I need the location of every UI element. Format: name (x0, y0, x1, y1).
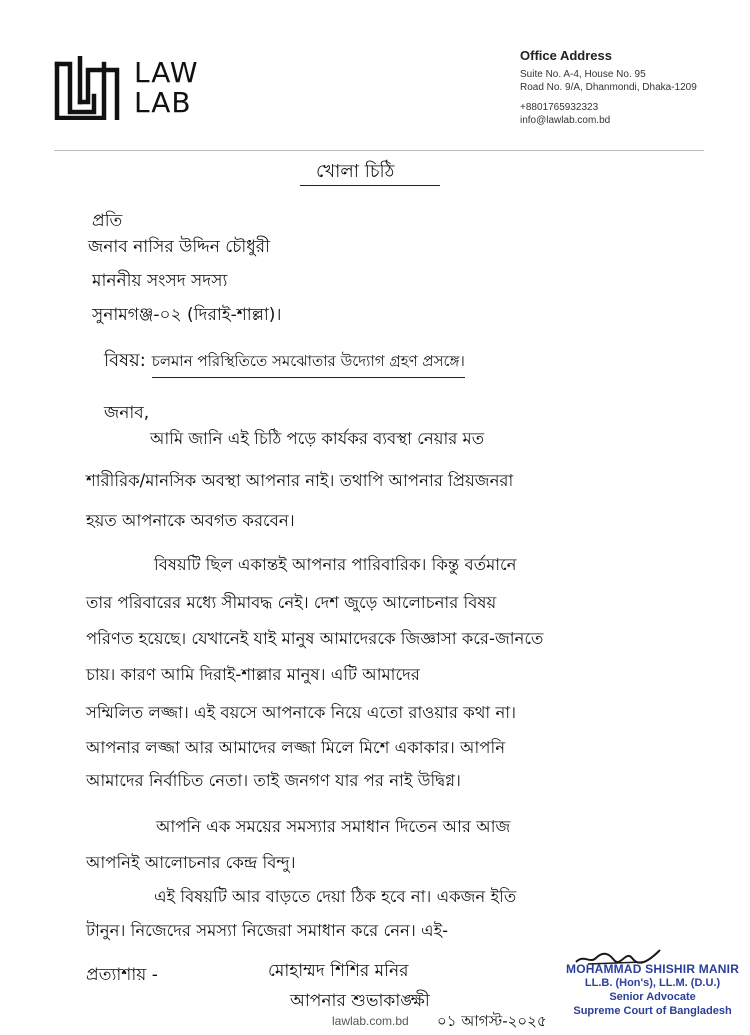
office-email[interactable]: info@lawlab.com.bd (520, 114, 611, 126)
p2-line-5: সম্মিলিত লজ্জা। এই বয়সে আপনাকে নিয়ে এতো রাওয়ার কথা না। (86, 703, 516, 722)
p2-line-4: চায়। কারণ আমি দিরাই-শাল্লার মানুষ। এটি আমাদের (86, 665, 420, 684)
header-divider (54, 150, 704, 151)
office-address-line-2: Road No. 9/A, Dhanmondi, Dhaka-1209 (520, 81, 697, 93)
advocate-stamp (566, 962, 739, 1018)
lawlab-logo-mark-icon (54, 56, 120, 120)
stamp-title: Senior Advocate (609, 991, 696, 1003)
letter-date: ০১ আগস্ট-২০২৫ (437, 1012, 547, 1030)
stamp-degrees: LL.B. (Hon's), LL.M. (D.U.) (584, 977, 721, 989)
subject-row (104, 346, 465, 378)
p1-line-3: হয়ত আপনাকে অবগত করবেন। (86, 511, 295, 530)
p2-line-1: বিষয়টি ছিল একান্তই আপনার পারিবারিক। কিন্তু বর্তমানে (154, 555, 517, 574)
recipient-line-2: মাননীয় সংসদ সদস্য (92, 271, 228, 291)
salutation: জনাব, (104, 403, 150, 423)
stamp-court: Supreme Court of Bangladesh (573, 1005, 732, 1017)
p2-line-7: আমাদের নির্বাচিত নেতা। তাই জনগণ যার পর নাই উদ্বিগ্ন। (86, 771, 461, 790)
logo-line-2: LAB (134, 86, 192, 119)
logo-line-1: LAW (134, 56, 199, 89)
office-address-block (520, 48, 697, 127)
p1-line-1: আমি জানি এই চিঠি পড়ে কার্যকর ব্যবস্থা নেয়ার মত (150, 429, 485, 448)
sender-name: মোহাম্মদ শিশির মনির (268, 961, 409, 981)
subject-label: বিষয়: (104, 350, 146, 371)
recipient-line-3: সুনামগঞ্জ-০২ (দিরাই-শাল্লা)। (92, 305, 282, 325)
p2-line-3: পরিণত হয়েছে। যেখানেই যাই মানুষ আমাদেরকে জিজ্ঞাসা করে-জানতে (86, 629, 544, 648)
logo-wordmark (134, 58, 199, 118)
sender-role: আপনার শুভাকাঙ্ক্ষী (290, 991, 430, 1011)
office-address-title: Office Address (520, 48, 612, 63)
p4-line-2: টানুন। নিজেদের সমস্যা নিজেরা সমাধান করে নেন। এই- (86, 921, 449, 940)
p1-line-2: শারীরিক/মানসিক অবস্থা আপনার নাই। তথাপি আপনার প্রিয়জনরা (86, 471, 514, 490)
closing-label: প্রত্যাশায় - (86, 965, 158, 985)
letter-heading: খোলা চিঠি (316, 161, 395, 182)
to-label: প্রতি (92, 211, 123, 231)
recipient-line-1: জনাব নাসির উদ্দিন চৌধুরী (88, 237, 270, 257)
p4-line-1: এই বিষয়টি আর বাড়তে দেয়া ঠিক হবে না। একজন ইতি (154, 887, 517, 906)
heading-underline (300, 185, 440, 186)
lawlab-logo (54, 56, 199, 120)
office-address-line-1: Suite No. A-4, House No. 95 (520, 69, 646, 80)
p2-line-6: আপনার লজ্জা আর আমাদের লজ্জা মিলে মিশে একাকার। আপনি (86, 738, 506, 757)
subject-text: চলমান পরিস্থিতিতে সমঝোতার উদ্যোগ গ্রহণ প্রসঙ্গে। (152, 350, 465, 378)
p3-line-1: আপনি এক সময়ের সমস্যার সমাধান দিতেন আর আজ (156, 817, 511, 836)
stamp-name: MOHAMMAD SHISHIR MANIR (566, 962, 740, 976)
footer-website-link[interactable]: lawlab.com.bd (332, 1014, 409, 1028)
p3-line-2: আপনিই আলোচনার কেন্দ্র বিন্দু। (86, 853, 296, 872)
p2-line-2: তার পরিবারের মধ্যে সীমাবদ্ধ নেই। দেশ জুড়ে আলোচনার বিষয় (86, 593, 497, 612)
office-phone: +8801765932323 (520, 102, 599, 113)
